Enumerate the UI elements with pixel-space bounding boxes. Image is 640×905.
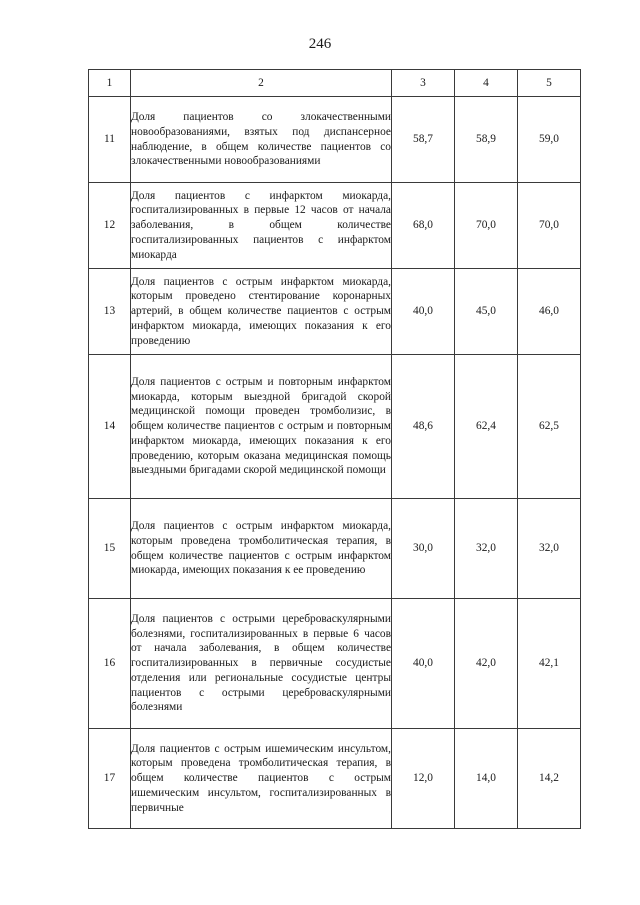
table-row — [89, 499, 581, 599]
value-col5: 62,5 — [518, 355, 581, 499]
value-col4: 14,0 — [455, 729, 518, 829]
value-col5: 59,0 — [518, 97, 581, 183]
indicator-description: Доля пациентов с острым инфарктом миокарда, которым проведено стентирование коронарных артерий, в общем количестве пациентов с острым инфарктом миокарда, имеющих показания к его проведению — [131, 269, 392, 355]
value-col3: 40,0 — [392, 269, 455, 355]
table-header-row — [89, 70, 581, 97]
value-col3: 12,0 — [392, 729, 455, 829]
value-col5: 42,1 — [518, 599, 581, 729]
page-number: 246 — [308, 36, 332, 52]
indicator-description: Доля пациентов с острым инфарктом миокарда, которым проведена тромболитическая терапия, в общем количестве пациентов с острым инфарктом миокарда, имеющих показания к ее проведению — [131, 499, 392, 599]
value-col3: 58,7 — [392, 97, 455, 183]
column-header: 1 — [89, 70, 131, 97]
row-number: 17 — [89, 729, 131, 829]
column-header: 2 — [131, 70, 392, 97]
column-header: 3 — [392, 70, 455, 97]
value-col3: 30,0 — [392, 499, 455, 599]
table-row — [89, 97, 581, 183]
table-row — [89, 269, 581, 355]
row-number: 14 — [89, 355, 131, 499]
indicator-description: Доля пациентов с острым ишемическим инсультом, которым проведена тромболитическая терапия, в общем количестве пациентов с острым ишемическим инсультом, госпитализированных в первичные — [131, 729, 392, 829]
table-row — [89, 599, 581, 729]
value-col4: 58,9 — [455, 97, 518, 183]
row-number: 13 — [89, 269, 131, 355]
column-header: 5 — [518, 70, 581, 97]
value-col4: 62,4 — [455, 355, 518, 499]
value-col3: 40,0 — [392, 599, 455, 729]
value-col4: 45,0 — [455, 269, 518, 355]
value-col5: 32,0 — [518, 499, 581, 599]
column-header: 4 — [455, 70, 518, 97]
table-row — [89, 183, 581, 269]
indicator-description: Доля пациентов с инфарктом миокарда, госпитализированных в первые 12 часов от начала заболевания, в общем количестве госпитализированных пациентов с инфарктом миокарда — [131, 183, 392, 269]
indicator-table — [88, 69, 581, 829]
row-number: 15 — [89, 499, 131, 599]
value-col4: 70,0 — [455, 183, 518, 269]
row-number: 11 — [89, 97, 131, 183]
value-col5: 14,2 — [518, 729, 581, 829]
value-col5: 46,0 — [518, 269, 581, 355]
row-number: 16 — [89, 599, 131, 729]
indicator-description: Доля пациентов с острыми цереброваскулярными болезнями, госпитализированных в первые 6 часов от начала заболевания, в общем количестве госпитализированных в первичные сосудистые отделения или региональные сосудистые центры пациентов с острыми цереброваскулярными болезнями — [131, 599, 392, 729]
value-col4: 42,0 — [455, 599, 518, 729]
indicator-description: Доля пациентов с острым и повторным инфарктом миокарда, которым выездной бригадой скорой медицинской помощи проведен тромболизис, в общем количестве пациентов с острым и повторным инфарктом миокарда, имеющих показания к его проведению, которым оказана медицинская помощь выездными бригадами скорой медицинской помощи — [131, 355, 392, 499]
row-number: 12 — [89, 183, 131, 269]
value-col3: 48,6 — [392, 355, 455, 499]
table-row — [89, 729, 581, 829]
table-row — [89, 355, 581, 499]
value-col5: 70,0 — [518, 183, 581, 269]
value-col3: 68,0 — [392, 183, 455, 269]
value-col4: 32,0 — [455, 499, 518, 599]
indicator-description: Доля пациентов со злокачественными новообразованиями, взятых под диспансерное наблюдение, в общем количестве пациентов со злокачественными новообразованиями — [131, 97, 392, 183]
